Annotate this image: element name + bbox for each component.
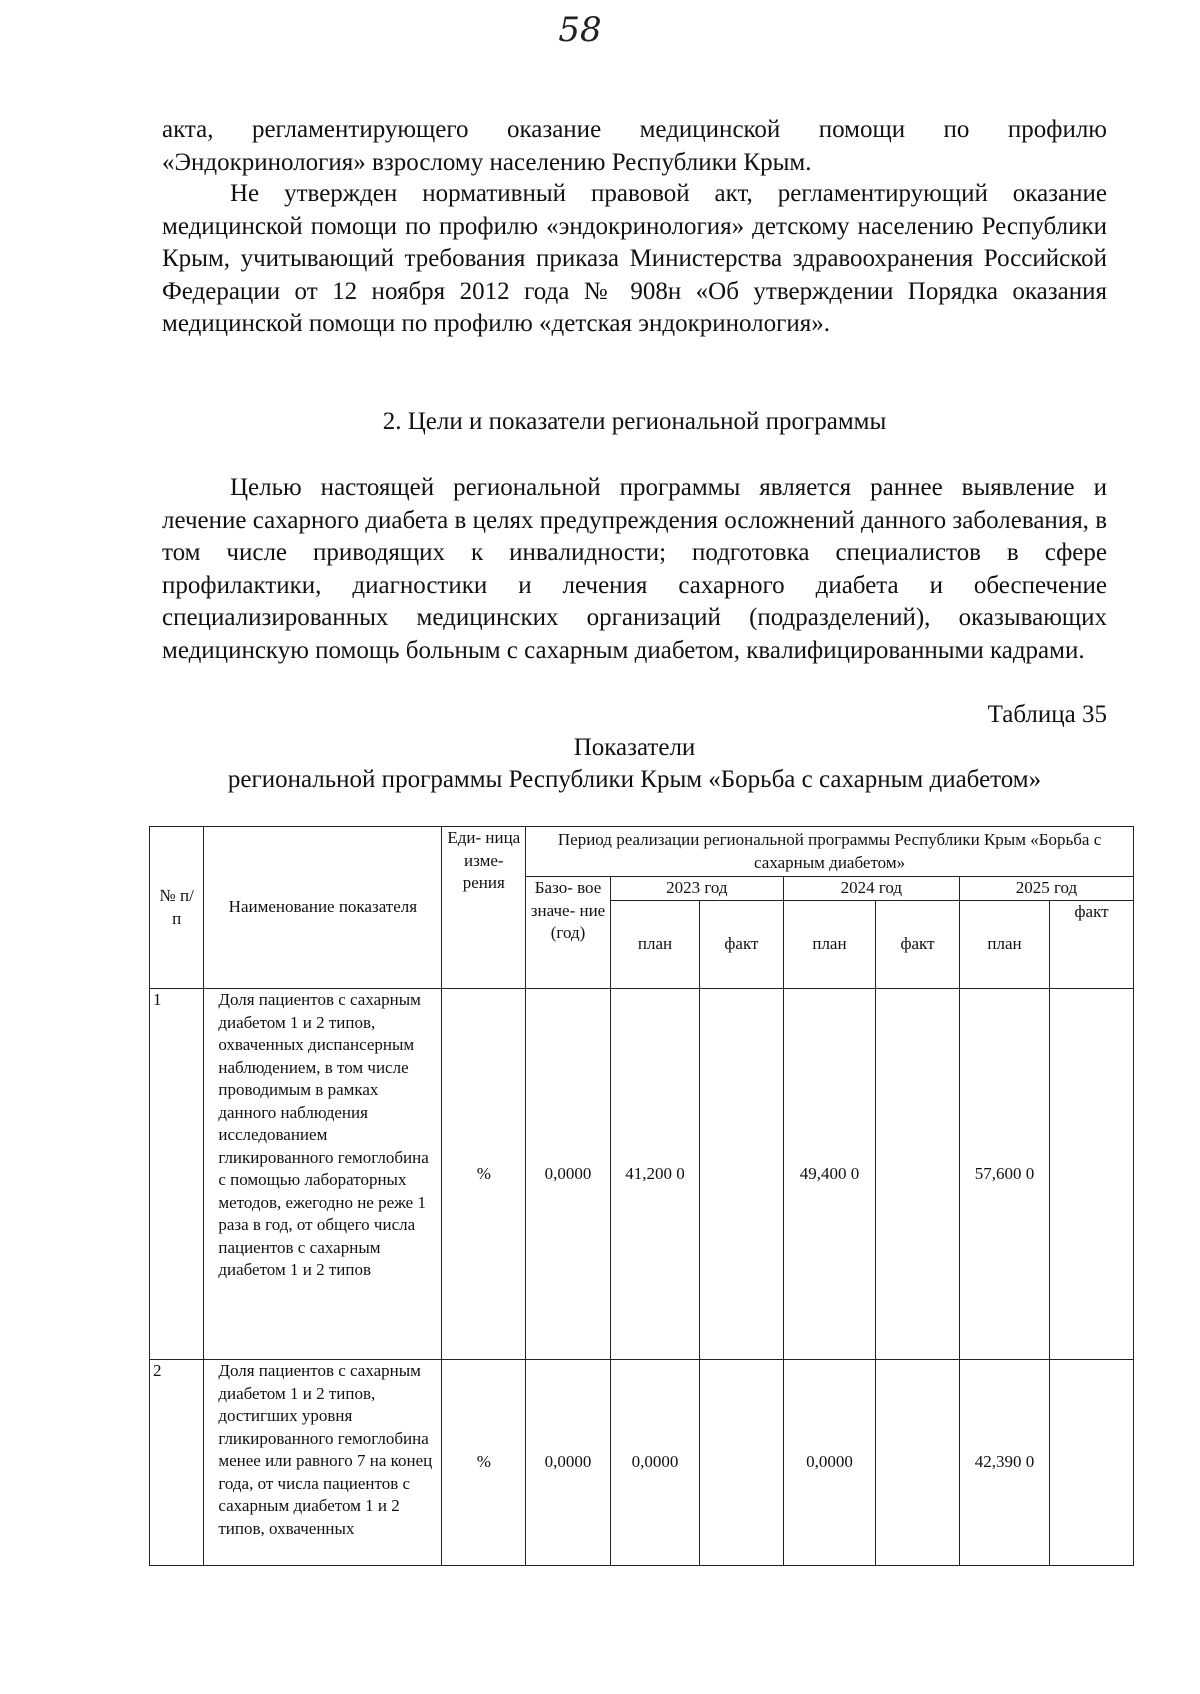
table-row — [150, 989, 1134, 1360]
header-plan: план — [959, 901, 1049, 989]
header-period: Период реализации региональной программы Республики Крым «Борьба с сахарным диабетом» — [526, 827, 1134, 877]
section-heading: 2. Цели и показатели региональной программы — [382, 408, 887, 435]
header-base: Базо- вое значе- ние (год) — [526, 877, 611, 989]
cell-unit: % — [442, 989, 526, 1360]
cell-fact-2023 — [700, 1360, 784, 1566]
header-2023: 2023 год — [610, 877, 783, 901]
cell-fact-2024 — [876, 1360, 960, 1566]
header-2025: 2025 год — [959, 877, 1133, 901]
header-num: № п/ п — [150, 827, 204, 989]
paragraph-goal — [162, 472, 1107, 667]
header-name: Наименование показателя — [204, 827, 442, 989]
cell-base: 0,0000 — [526, 1360, 611, 1566]
table-number: Таблица 35 — [987, 701, 1107, 728]
header-plan: план — [783, 901, 875, 989]
cell-plan-2023: 0,0000 — [610, 1360, 699, 1566]
header-fact: факт — [876, 901, 960, 989]
indicators-table — [149, 826, 1134, 1566]
table-row — [150, 1360, 1134, 1566]
cell-fact-2025 — [1050, 989, 1134, 1360]
cell-num: 2 — [150, 1360, 204, 1566]
table-title — [162, 732, 1107, 796]
cell-fact-2024 — [876, 989, 960, 1360]
paragraph-text: Целью настоящей региональной программы является раннее выявление и лечение сахарного диабета в целях предупреждения осложнений данного заболевания, в том числе приводящих к инвалидности; подготовка специалистов в сфере профилактики, диагностики и лечения сахарного диабета и обеспечение специализированных медицинских организаций (подразделений), оказывающих медицинскую помощь больным с сахарным диабетом, квалифицированными кадрами. — [162, 474, 1107, 664]
header-fact: факт — [1050, 901, 1134, 989]
paragraph-continuation — [162, 114, 1107, 179]
cell-unit: % — [442, 1360, 526, 1566]
cell-plan-2024: 0,0000 — [783, 1360, 875, 1566]
paragraph-text: акта, регламентирующего оказание медицинской помощи по профилю «Эндокринология» взрослому населению Республики Крым. — [162, 116, 1107, 176]
cell-plan-2025: 42,390 0 — [959, 1360, 1049, 1566]
paragraph-text: Не утвержден нормативный правовой акт, регламентирующий оказание медицинской помощи по профилю «эндокринология» детскому населению Республики Крым, учитывающий требования приказа Министерства здравоохранения Российской Федерации от 12 ноября 2012 года № 908н «Об утверждении Порядка оказания медицинской помощи по профилю «детская эндокринология». — [162, 180, 1107, 337]
cell-fact-2025 — [1050, 1360, 1134, 1566]
cell-name: Доля пациентов с сахарным диабетом 1 и 2 типов, охваченных диспансерным наблюдением, в том числе проводимым в рамках данного наблюдения исследованием гликированного гемоглобина с помощью лабораторных методов, ежегодно не реже 1 раза в год, от общего числа пациентов с сахарным диабетом 1 и 2 типов — [204, 989, 442, 1360]
paragraph-regulation — [162, 178, 1107, 341]
table-title-line: Показатели — [573, 734, 696, 761]
cell-plan-2023: 41,200 0 — [610, 989, 699, 1360]
header-fact: факт — [700, 901, 784, 989]
header-unit: Еди- ница изме- рения — [442, 827, 526, 989]
page-number: 58 — [558, 10, 602, 50]
header-plan: план — [610, 901, 699, 989]
cell-plan-2025: 57,600 0 — [959, 989, 1049, 1360]
table-title-line: региональной программы Республики Крым «Борьба с сахарным диабетом» — [227, 766, 1042, 793]
cell-fact-2023 — [700, 989, 784, 1360]
header-2024: 2024 год — [783, 877, 959, 901]
cell-plan-2024: 49,400 0 — [783, 989, 875, 1360]
cell-num: 1 — [150, 989, 204, 1360]
cell-base: 0,0000 — [526, 989, 611, 1360]
cell-name: Доля пациентов с сахарным диабетом 1 и 2 типов, достигших уровня гликированного гемоглобина менее или равного 7 на конец года, от числа пациентов с сахарным диабетом 1 и 2 типов, охваченных — [204, 1360, 442, 1566]
